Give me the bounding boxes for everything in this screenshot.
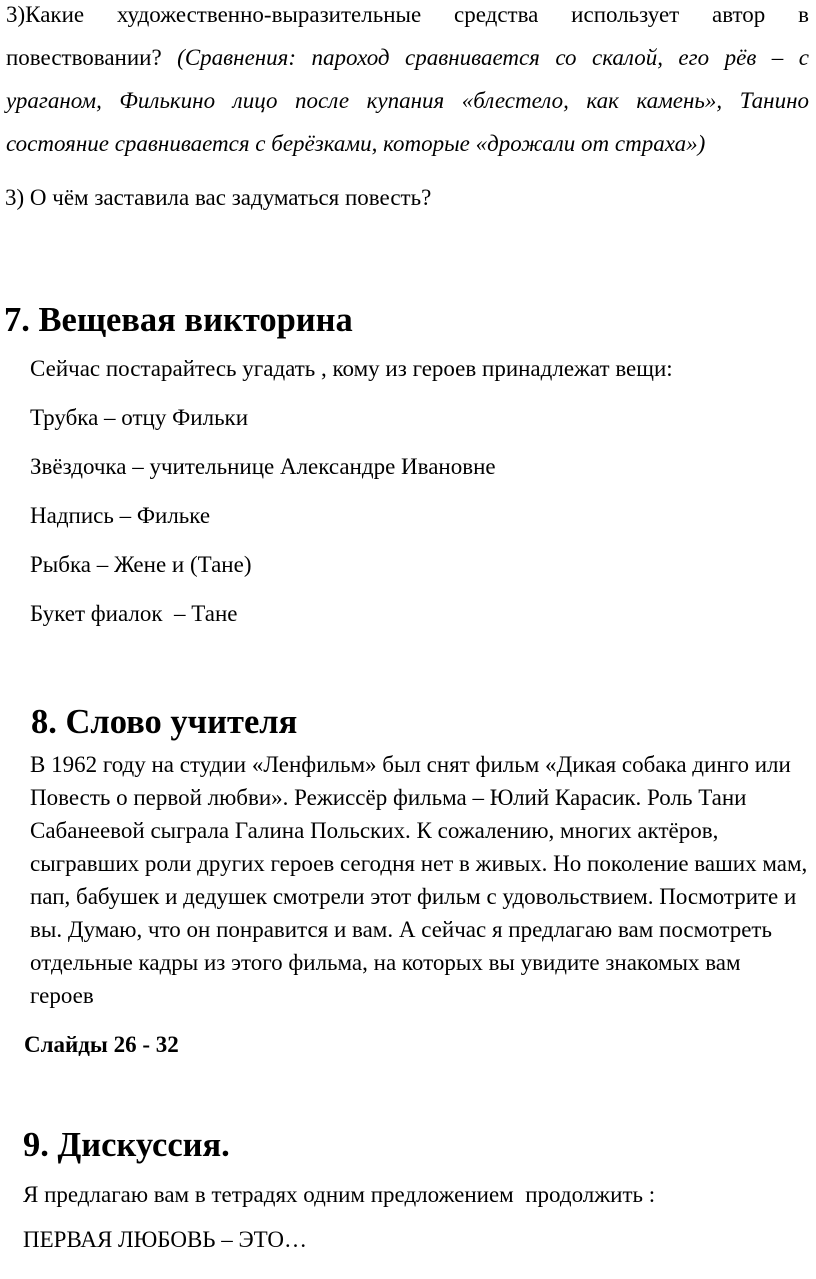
quiz-item-violets: Букет фиалок – Тане bbox=[30, 601, 238, 626]
quiz-item-fish: Рыбка – Жене и (Тане) bbox=[30, 552, 252, 577]
section-9-heading: 9. Дискуссия. bbox=[23, 1126, 230, 1164]
quiz-item-inscription: Надпись – Фильке bbox=[30, 503, 211, 528]
question-reflection: 3) О чём заставила вас задуматься повесть? bbox=[5, 185, 432, 210]
section-7-quiz bbox=[30, 344, 790, 638]
quiz-intro: Сейчас постарайтесь угадать , кому из героев принадлежат вещи: bbox=[30, 356, 673, 381]
quiz-item-pipe: Трубка – отцу Фильки bbox=[30, 405, 249, 430]
discussion-intro: Я предлагаю вам в тетрадях одним предложением продолжить : bbox=[23, 1182, 656, 1207]
question-artistic-means-text: 3)Какие художественно-выразительные средства использует автор в повествовании? bbox=[6, 2, 809, 70]
quiz-item-star: Звёздочка – учительнице Александре Ивановне bbox=[30, 454, 496, 479]
question-artistic-means bbox=[6, 0, 809, 165]
slides-range: Слайды 26 - 32 bbox=[24, 1032, 179, 1057]
teacher-speech-paragraph: В 1962 году на студии «Ленфильм» был снят фильм «Дикая собака динго или Повесть о первой любви». Режиссёр фильма – Юлий Карасик. Роль Тани Сабанеевой сыграла Галина Польских. К сожалению, многих актёров, сыгравших роли других героев сегодня нет в живых. Но поколение ваших мам, пап, бабушек и дедушек смотрели этот фильм с удовольствием. Посмотрите и вы. Думаю, что он понравится и вам. А сейчас я предлагаю вам посмотреть отдельные кадры из этого фильма, на которых вы увидите знакомых вам героев bbox=[30, 752, 808, 1008]
section-8-heading: 8. Слово учителя bbox=[31, 703, 298, 741]
section-7-heading: 7. Вещевая викторина bbox=[4, 301, 353, 339]
discussion-prompt: ПЕРВАЯ ЛЮБОВЬ – ЭТО… bbox=[23, 1227, 308, 1252]
question-artistic-means-answer: (Сравнения: пароход сравнивается со скалой, его рёв – с ураганом, Филькино лицо после купания «блестело, как камень», Танино состояние сравнивается с берёзками, которые «дрожали от страха») bbox=[6, 45, 809, 156]
